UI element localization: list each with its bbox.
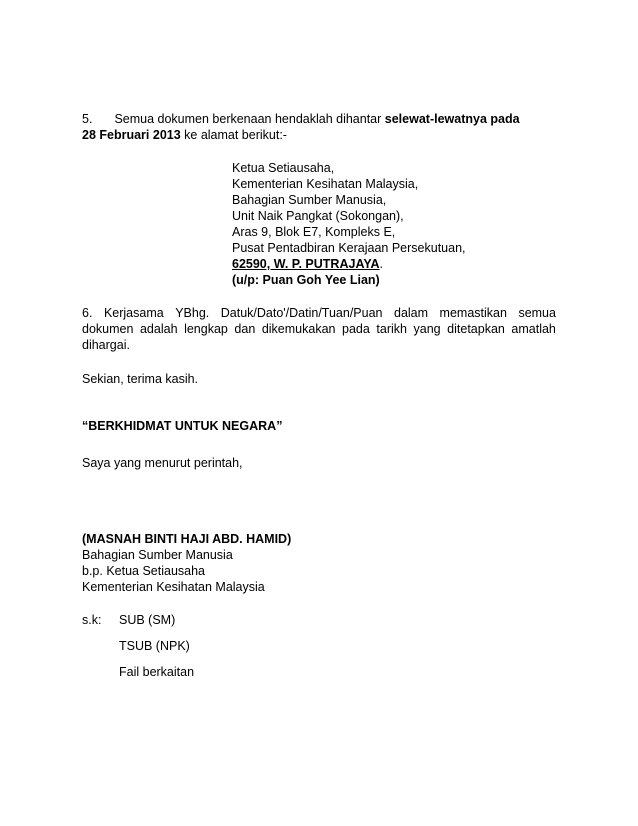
para6-word: lengkap [184, 322, 228, 336]
closing-text: Sekian, terima kasih. [82, 372, 199, 386]
para6-word: dikemukakan [261, 322, 336, 336]
para6-word: 6. [82, 306, 93, 320]
para5-text-before: Semua dokumen berkenaan hendaklah dihantar [114, 112, 385, 126]
para5-date: 28 Februari 2013 [82, 128, 181, 142]
para5-line1 [82, 111, 520, 127]
address-line-1: Ketua Setiausaha, [232, 161, 335, 175]
para5-line2 [82, 127, 287, 143]
para6-word: Kerjasama [103, 306, 164, 320]
para6-word: amatlah [511, 322, 556, 336]
signatory-line-2: b.p. Ketua Setiausaha [82, 564, 206, 578]
address-postcode-city: 62590, W. P. PUTRAJAYA [232, 257, 380, 271]
address-line-4: Unit Naik Pangkat (Sokongan), [232, 209, 404, 223]
para5-text-after: ke alamat berikut:- [180, 128, 287, 142]
para6-line2 [82, 321, 556, 337]
para6-word: YBhg. [175, 306, 210, 320]
para6-word: yang [413, 322, 441, 336]
signatory-line-3: Kementerian Kesihatan Malaysia [82, 580, 265, 594]
para5-deadline: selewat-lewatnya pada [384, 112, 520, 126]
address-line7-suffix: . [379, 257, 384, 271]
para6-word: tarikh [376, 322, 407, 336]
para6-word: dalam [394, 306, 429, 320]
address-attention: (u/p: Puan Goh Yee Lian) [232, 273, 380, 287]
para6-word: adalah [139, 322, 178, 336]
motto: “BERKHIDMAT UNTUK NEGARA” [82, 419, 283, 433]
sk-item: SUB (SM) [119, 613, 176, 627]
address-line-3: Bahagian Sumber Manusia, [232, 193, 387, 207]
para6-line1 [82, 305, 556, 321]
sk-item: Fail berkaitan [119, 665, 195, 679]
sk-item: TSUB (NPK) [119, 639, 190, 653]
address-line-6: Pusat Pentadbiran Kerajaan Persekutuan, [232, 241, 466, 255]
para6-word: dan [234, 322, 256, 336]
para6-word: semua [518, 306, 556, 320]
saya-yang-menurut: Saya yang menurut perintah, [82, 456, 243, 470]
signatory-line-1: Bahagian Sumber Manusia [82, 548, 233, 562]
para6-word: ditetapkan [447, 322, 505, 336]
sk-label: s.k: [82, 613, 102, 627]
para6-word: dokumen [82, 322, 134, 336]
para6-word: pada [342, 322, 370, 336]
address-line-5: Aras 9, Blok E7, Kompleks E, [232, 225, 396, 239]
address-line-7 [232, 256, 383, 272]
address-line-2: Kementerian Kesihatan Malaysia, [232, 177, 419, 191]
para6-word: memastikan [439, 306, 507, 320]
para5-number: 5. [82, 112, 93, 126]
signatory-name: (MASNAH BINTI HAJI ABD. HAMID) [82, 532, 292, 546]
para6-word: Datuk/Dato'/Datin/Tuan/Puan [220, 306, 383, 320]
para6-line3: dihargai. [82, 338, 130, 352]
